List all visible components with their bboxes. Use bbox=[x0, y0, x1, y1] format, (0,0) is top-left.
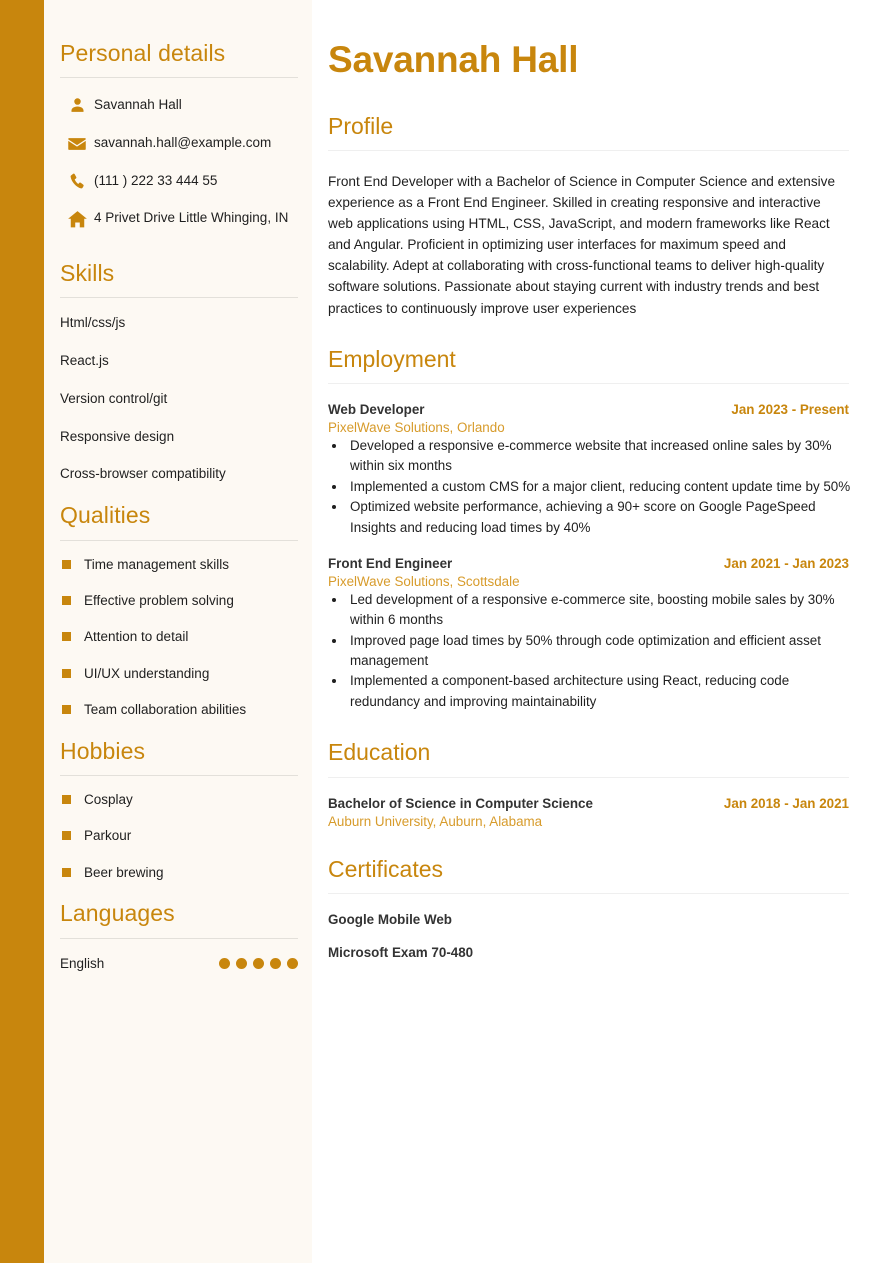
accent-bar bbox=[0, 0, 44, 1263]
envelope-icon bbox=[60, 132, 94, 154]
list-item bbox=[60, 628, 298, 647]
contact-row-address bbox=[60, 207, 298, 230]
section-divider bbox=[60, 775, 298, 776]
list-item: • Implemented a component-based architecture using React, reducing code redundancy and improving maintainability bbox=[347, 671, 852, 712]
employment-entry bbox=[328, 402, 852, 538]
square-bullet-icon bbox=[62, 831, 71, 840]
list-item: • Developed a responsive e-commerce website that increased online sales by 30% within six months bbox=[347, 436, 852, 477]
list-item bbox=[60, 556, 298, 575]
section-education bbox=[328, 739, 852, 828]
section-employment bbox=[328, 346, 852, 713]
skills-heading: Skills bbox=[60, 259, 115, 286]
employment-entry-header bbox=[328, 556, 849, 571]
education-entry bbox=[328, 796, 852, 829]
job-bullet-list bbox=[347, 590, 852, 712]
section-profile bbox=[328, 113, 852, 319]
contact-value-phone: (111 ) 222 33 444 55 bbox=[94, 172, 218, 188]
contact-value-address: 4 Privet Drive Little Whinging, IN bbox=[94, 209, 289, 225]
list-item: Cross-browser compatibility bbox=[60, 466, 226, 482]
employment-heading: Employment bbox=[328, 345, 456, 372]
contact-list bbox=[60, 94, 298, 230]
job-title: Web Developer bbox=[328, 402, 425, 417]
section-skills bbox=[60, 260, 298, 485]
rating-dot-filled bbox=[270, 958, 281, 969]
square-bullet-icon bbox=[62, 705, 71, 714]
home-icon bbox=[60, 207, 94, 230]
section-languages bbox=[60, 900, 298, 970]
contact-row-name bbox=[60, 94, 298, 115]
section-divider bbox=[328, 383, 849, 384]
section-divider bbox=[60, 938, 298, 939]
job-organization: PixelWave Solutions, Orlando bbox=[328, 420, 505, 435]
list-item bbox=[60, 791, 298, 810]
degree-title: Bachelor of Science in Computer Science bbox=[328, 795, 593, 811]
page-title: Savannah Hall bbox=[328, 39, 579, 80]
list-item bbox=[60, 827, 298, 846]
job-bullet-list bbox=[347, 436, 852, 538]
hobbies-heading: Hobbies bbox=[60, 737, 146, 764]
section-divider bbox=[60, 297, 298, 298]
education-entry-header bbox=[328, 796, 849, 811]
list-item: Html/css/js bbox=[60, 315, 126, 331]
list-item: Version control/git bbox=[60, 390, 168, 406]
rating-dot-filled bbox=[236, 958, 247, 969]
certificates-heading: Certificates bbox=[328, 855, 444, 882]
list-item-label: Parkour bbox=[84, 828, 132, 844]
language-rating bbox=[219, 958, 298, 969]
profile-text: Front End Developer with a Bachelor of Science in Computer Science and extensive experience as a Front End Engineer. Skilled in creating responsive and interactive web applications using HTML, CSS, JavaScript, and modern frameworks like React and Angular. Proficient in optimizing user interfaces for maximum speed and scalability. Adept at collaborating with cross-functional teams to deliver high-quality software solutions. Passionate about staying current with industry trends and best practices to continuously improve user experiences bbox=[328, 174, 836, 316]
certificate-item: Microsoft Exam 70-480 bbox=[328, 945, 474, 960]
section-divider bbox=[60, 77, 298, 78]
list-item: Responsive design bbox=[60, 428, 175, 444]
section-hobbies bbox=[60, 738, 298, 883]
education-date: Jan 2018 - Jan 2021 bbox=[723, 795, 849, 811]
contact-value-name: Savannah Hall bbox=[94, 97, 182, 113]
section-qualities bbox=[60, 502, 298, 720]
square-bullet-icon bbox=[62, 669, 71, 678]
list-item-label: Effective problem solving bbox=[84, 592, 234, 608]
qualities-list bbox=[60, 556, 298, 720]
section-divider bbox=[60, 540, 298, 541]
person-icon bbox=[60, 94, 94, 115]
languages-heading: Languages bbox=[60, 900, 175, 927]
languages-list bbox=[60, 956, 298, 971]
rating-dot-filled bbox=[287, 958, 298, 969]
contact-value-email: savannah.hall@example.com bbox=[94, 134, 272, 150]
square-bullet-icon bbox=[62, 560, 71, 569]
qualities-heading: Qualities bbox=[60, 502, 151, 529]
contact-row-email bbox=[60, 132, 298, 154]
list-item: • Implemented a custom CMS for a major client, reducing content update time by 50% bbox=[347, 477, 852, 497]
list-item-label: UI/UX understanding bbox=[84, 665, 210, 681]
sidebar bbox=[44, 0, 312, 1263]
square-bullet-icon bbox=[62, 632, 71, 641]
main-content bbox=[312, 0, 893, 1263]
hobbies-list bbox=[60, 791, 298, 883]
list-item bbox=[60, 956, 298, 971]
rating-dot-filled bbox=[219, 958, 230, 969]
section-divider bbox=[328, 150, 849, 151]
job-date: Jan 2021 - Jan 2023 bbox=[723, 555, 849, 571]
employment-entry-header bbox=[328, 402, 849, 417]
list-item-label: Team collaboration abilities bbox=[84, 702, 247, 718]
square-bullet-icon bbox=[62, 795, 71, 804]
list-item: • Optimized website performance, achieving a 90+ score on Google PageSpeed Insights and reducing load times by 40% bbox=[347, 497, 852, 538]
list-item: • Improved page load times by 50% through code optimization and efficient asset management bbox=[347, 631, 852, 672]
list-item: React.js bbox=[60, 353, 109, 369]
list-item-label: Beer brewing bbox=[84, 864, 164, 880]
phone-icon bbox=[60, 170, 94, 191]
list-item bbox=[60, 592, 298, 611]
job-organization: PixelWave Solutions, Scottsdale bbox=[328, 573, 520, 589]
profile-heading: Profile bbox=[328, 112, 394, 139]
section-divider bbox=[328, 777, 849, 778]
job-title: Front End Engineer bbox=[328, 555, 453, 571]
section-divider bbox=[328, 893, 849, 894]
language-label: English bbox=[60, 955, 105, 971]
personal-details-heading: Personal details bbox=[60, 40, 226, 66]
employment-entry bbox=[328, 556, 852, 712]
education-heading: Education bbox=[328, 739, 431, 766]
rating-dot-filled bbox=[253, 958, 264, 969]
list-item-label: Attention to detail bbox=[84, 629, 189, 645]
list-item-label: Cosplay bbox=[84, 791, 133, 807]
section-personal-details bbox=[60, 40, 298, 230]
square-bullet-icon bbox=[62, 868, 71, 877]
contact-row-phone bbox=[60, 170, 298, 191]
list-item bbox=[60, 665, 298, 684]
certificate-item: Google Mobile Web bbox=[328, 912, 452, 927]
education-institution: Auburn University, Auburn, Alabama bbox=[328, 813, 543, 829]
list-item-label: Time management skills bbox=[84, 556, 230, 572]
square-bullet-icon bbox=[62, 596, 71, 605]
list-item bbox=[60, 701, 298, 720]
skills-list bbox=[60, 313, 298, 484]
list-item bbox=[60, 864, 298, 883]
job-date: Jan 2023 - Present bbox=[731, 402, 849, 417]
section-certificates bbox=[328, 856, 852, 960]
list-item: • Led development of a responsive e-commerce site, boosting mobile sales by 30% within 6 months bbox=[347, 590, 852, 631]
